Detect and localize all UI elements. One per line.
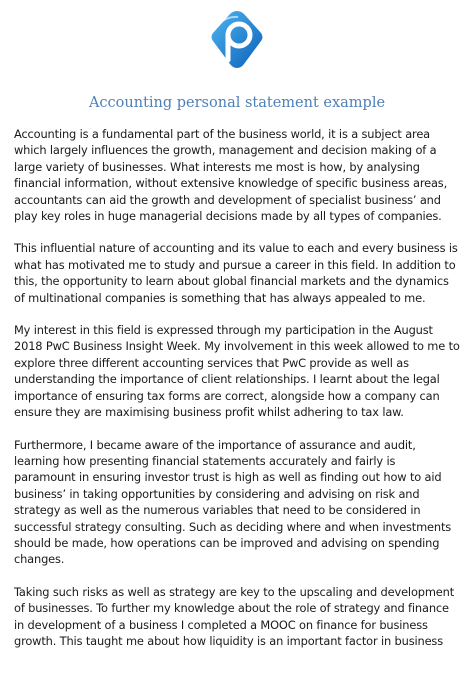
document-title: Accounting personal statement example (88, 95, 386, 111)
paragraph-4: Furthermore, I became aware of the importance of assurance and audit, learning how presenting financial statements accurately and fairly is paramount in ensuring investor trust is high as well as finding out how to aid business’ in taking opportunities by considering and advising on risk and strategy as well as the numerous variables that need to be considered in successful strategy consulting. Such as deciding where and when investments should be made, how operations can be improved and advising on spending changes. (14, 437, 452, 567)
p-letter-diamond-logo-icon (207, 8, 267, 74)
paragraph-1: Accounting is a fundamental part of the business world, it is a subject area which largely influences the growth, management and decision making of a large variety of businesses. What interests me most is how, by analysing financial information, without extensive knowledge of specific business areas, accountants can aid the growth and development of specialist business’ and play key roles in huge managerial decisions made by all types of companies. (14, 127, 448, 224)
paragraph-2: This influential nature of accounting and its value to each and every business is what has motivated me to study and pursue a career in this field. In addition to this, the opportunity to learn about global financial markets and the dynamics of multinational companies is something that has always appealed to me. (14, 241, 458, 305)
paragraph-5: Taking such risks as well as strategy are key to the upscaling and development of businesses. To further my knowledge about the role of strategy and finance in development of a business I completed a MOOC on finance for business growth. This taught me about how liquidity is an important factor in business (14, 584, 455, 648)
paragraph-3: My interest in this field is expressed through my participation in the August 2018 PwC Business Insight Week. My involvement in this week allowed to me to explore three different accounting services that PwC provide as well as understanding the importance of client relationships. I learnt about the legal importance of ensuring tax forms are correct, alongside how a company can ensure they are maximising business profit whilst adhering to tax law. (14, 323, 460, 420)
logo-container (14, 8, 460, 80)
